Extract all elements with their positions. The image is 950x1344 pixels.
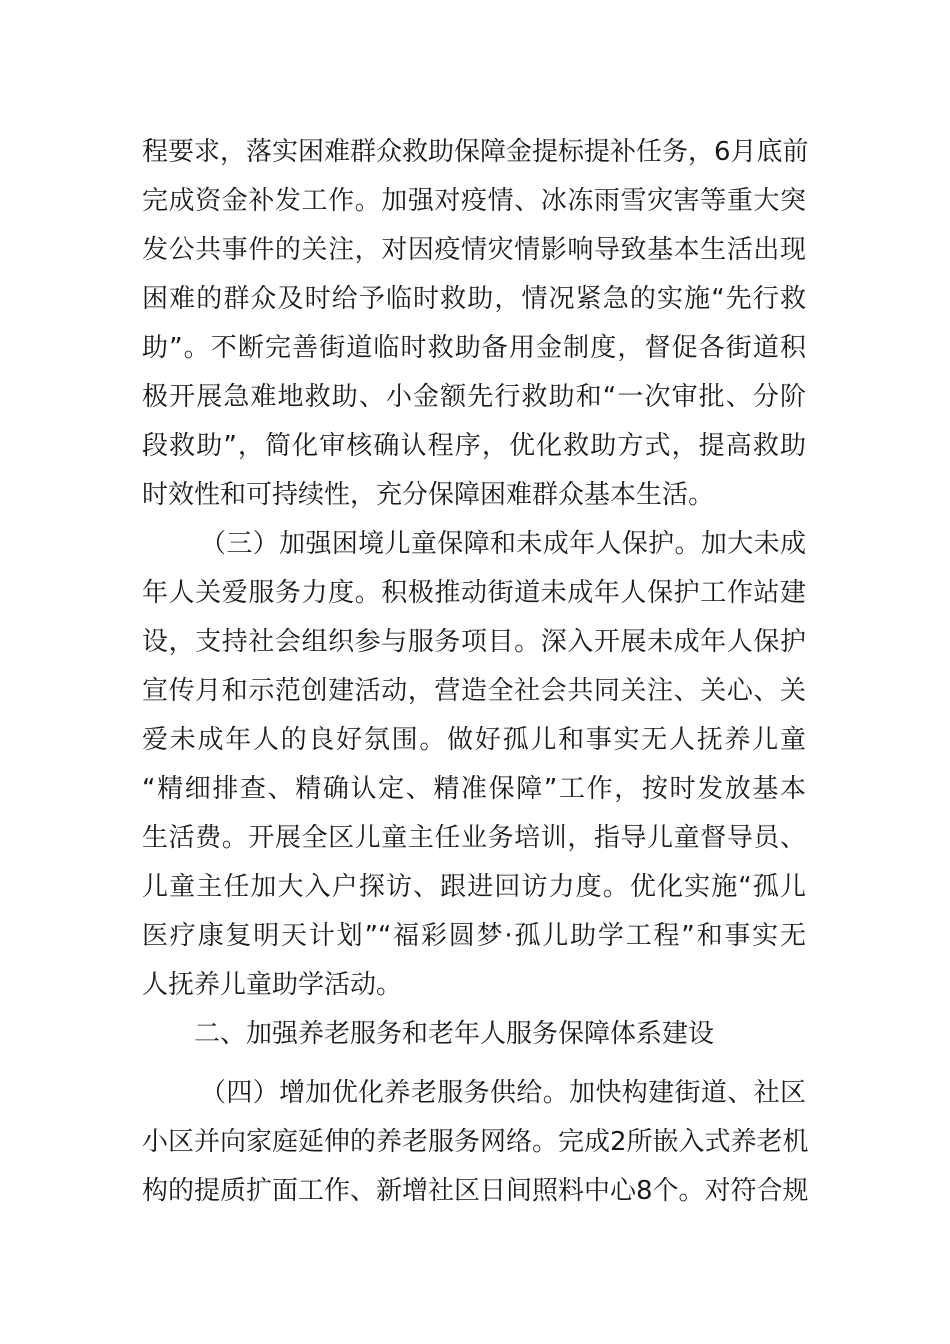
paragraph-1-line-7: 段救助”，简化审核确认程序，优化救助方式，提高救助 bbox=[142, 431, 806, 461]
paragraph-2-line-7: 生活费。开展全区儿童主任业务培训，指导儿童督导员、 bbox=[142, 823, 806, 853]
paragraph-1-line-2: 完成资金补发工作。加强对疫情、冰冻雨雪灾害等重大突 bbox=[142, 186, 806, 216]
paragraph-2-line-10: 人抚养儿童助学活动。 bbox=[142, 970, 403, 1000]
paragraph-3-line-3: 构的提质扩面工作、新增社区日间照料中心8个。对符合规 bbox=[142, 1176, 809, 1206]
paragraph-1-line-8: 时效性和可持续性，充分保障困难群众基本生活。 bbox=[142, 480, 715, 510]
paragraph-2-line-8: 儿童主任加大入户探访、跟进回访力度。优化实施“孤儿 bbox=[142, 872, 806, 902]
paragraph-1-line-4: 困难的群众及时给予临时救助，情况紧急的实施“先行救 bbox=[142, 284, 806, 314]
paragraph-2-line-9: 医疗康复明天计划”“福彩圆梦·孤儿助学工程”和事实无 bbox=[142, 921, 806, 951]
paragraph-1-line-1: 程要求，落实困难群众救助保障金提标提补任务，6月底前 bbox=[142, 137, 809, 167]
paragraph-2-line-4: 宣传月和示范创建活动，营造全社会共同关注、关心、关 bbox=[142, 676, 806, 706]
paragraph-1-line-5: 助”。不断完善街道临时救助备用金制度，督促各街道积 bbox=[142, 333, 806, 363]
paragraph-1-line-6: 极开展急难地救助、小金额先行救助和“一次审批、分阶 bbox=[142, 382, 806, 412]
paragraph-2-line-3: 设，支持社会组织参与服务项目。深入开展未成年人保护 bbox=[142, 627, 806, 657]
paragraph-3-line-1: （四）增加优化养老服务供给。加快构建街道、社区 bbox=[200, 1078, 806, 1108]
paragraph-1-line-3: 发公共事件的关注，对因疫情灾情影响导致基本生活出现 bbox=[142, 235, 806, 265]
paragraph-2-line-1: （三）加强困境儿童保障和未成年人保护。加大未成 bbox=[200, 529, 806, 559]
paragraph-3-line-2: 小区并向家庭延伸的养老服务网络。完成2所嵌入式养老机 bbox=[142, 1127, 809, 1157]
section-heading: 二、加强养老服务和老年人服务保障体系建设 bbox=[194, 1019, 715, 1049]
paragraph-2-line-5: 爱未成年人的良好氛围。做好孤儿和事实无人抚养儿童 bbox=[142, 725, 806, 755]
paragraph-2-line-6: “精细排查、精确认定、精准保障”工作，按时发放基本 bbox=[142, 774, 806, 804]
paragraph-2-line-2: 年人关爱服务力度。积极推动街道未成年人保护工作站建 bbox=[142, 578, 806, 608]
